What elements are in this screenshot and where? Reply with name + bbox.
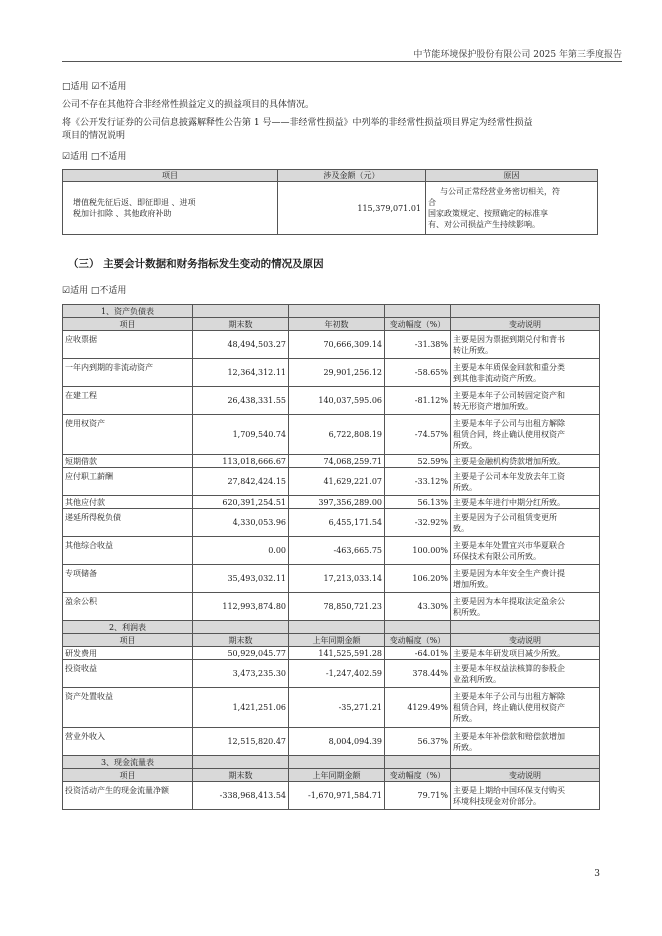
begin-value-cell: 6,455,171.54 [289, 509, 385, 537]
section-title: （三） 主要会计数据和财务指标发生变动的情况及原因 [68, 258, 324, 270]
item-cell: 递延所得税负债 [63, 509, 193, 537]
end-value-cell: 12,515,820.47 [193, 728, 289, 756]
section-filler [193, 305, 289, 318]
note-cell [451, 496, 600, 509]
begin-value-cell: -1,247,402.59 [289, 660, 385, 688]
col-header-item: 项目 [63, 170, 278, 182]
item-cell: 投资收益 [63, 660, 193, 688]
end-value-cell: 0.00 [193, 537, 289, 565]
page-header: 中节能环境保护股份有限公司 2025 年第三季度报告 [413, 50, 622, 60]
change-cell: 43.30% [385, 593, 451, 621]
item-cell: 资产处置收益 [63, 688, 193, 728]
item-line: 税加计扣除 、其他政府补助 [73, 209, 172, 218]
begin-value-cell: 78,850,721.23 [289, 593, 385, 621]
section-filler [289, 305, 385, 318]
note-cell [451, 455, 600, 468]
begin-value-cell: 6,722,808.19 [289, 415, 385, 455]
note-line: 所致。 [453, 742, 477, 752]
section-filler [193, 756, 289, 769]
note-cell [451, 537, 600, 565]
applicability-check-3: ☑适用 □不适用 [62, 286, 127, 296]
end-value-cell: -338,968,413.54 [193, 782, 289, 810]
col-header-item: 项目 [63, 769, 193, 782]
change-cell: -33.12% [385, 468, 451, 496]
begin-value-cell: 8,004,094.39 [289, 728, 385, 756]
item-cell: 其他应付款 [63, 496, 193, 509]
begin-value-cell: 141,525,591.28 [289, 647, 385, 660]
table-row [63, 565, 600, 593]
note-line: 主要是子公司本年发放去年工资 [453, 471, 565, 481]
note-line: 主要是本年研发项目减少所致。 [453, 648, 565, 658]
end-value-cell: 1,709,540.74 [193, 415, 289, 455]
section-row [63, 756, 600, 769]
note-line: 租赁合同，终止确认使用权资产 [453, 703, 565, 712]
page-number: 3 [594, 869, 600, 879]
section-label: 1、资产负债表 [63, 305, 193, 318]
section-filler [385, 756, 451, 769]
section-filler [385, 305, 451, 318]
end-value-cell: 50,929,045.77 [193, 647, 289, 660]
begin-value-cell: 29,901,256.12 [289, 359, 385, 387]
reason-line: 合 [428, 198, 436, 207]
note-line: 主要是本年处置宜兴市华夏联合 [453, 540, 565, 550]
begin-value-cell: -35,271.21 [289, 688, 385, 728]
note-cell [451, 782, 600, 810]
section-filler [289, 621, 385, 634]
col-header-change: 变动幅度（%） [385, 769, 451, 782]
financial-changes-table [62, 304, 600, 810]
section-filler [385, 621, 451, 634]
note-line: 主要是本年补偿款和赔偿款增加 [453, 731, 565, 741]
change-cell: 106.20% [385, 565, 451, 593]
table-row [63, 660, 600, 688]
item-cell: 投资活动产生的现金流量净额 [63, 782, 193, 810]
table-row [63, 688, 600, 728]
note-cell [451, 688, 600, 728]
item-cell: 研发费用 [63, 647, 193, 660]
item-cell: 在建工程 [63, 387, 193, 415]
col-header-note: 变动说明 [451, 769, 600, 782]
note-cell [451, 728, 600, 756]
note-line: 转无形资产增加所致。 [453, 401, 533, 411]
table-row [63, 387, 600, 415]
item-cell: 应收票据 [63, 331, 193, 359]
col-header-end: 期末数 [193, 634, 289, 647]
begin-value-cell: 397,356,289.00 [289, 496, 385, 509]
change-cell: 79.71% [385, 782, 451, 810]
section-filler [193, 621, 289, 634]
note-cell [451, 387, 600, 415]
section-filler [451, 756, 600, 769]
begin-value-cell: 74,068,259.71 [289, 455, 385, 468]
item-cell: 一年内到期的非流动资产 [63, 359, 193, 387]
col-header-reason: 原因 [426, 170, 598, 182]
end-value-cell: 112,993,874.80 [193, 593, 289, 621]
begin-value-cell: -1,670,971,584.71 [289, 782, 385, 810]
change-cell: 4129.49% [385, 688, 451, 728]
change-cell: 56.13% [385, 496, 451, 509]
amount-cell: 115,379,071.01 [278, 182, 426, 235]
note-line: 所致。 [453, 441, 477, 450]
note-line: 积所致。 [453, 607, 485, 617]
section-filler [451, 305, 600, 318]
change-cell: 56.37% [385, 728, 451, 756]
col-header-item: 项目 [63, 634, 193, 647]
table-row [63, 782, 600, 810]
paragraph-2-line-2: 项目的情况说明 [62, 131, 126, 141]
section-filler [451, 621, 600, 634]
table-row [63, 496, 600, 509]
note-line: 所致。 [453, 714, 477, 723]
change-cell: 378.44% [385, 660, 451, 688]
table-row [63, 537, 600, 565]
note-line: 主要是本年质保金回款和重分类 [453, 362, 565, 372]
section-label: 3、现金流量表 [63, 756, 193, 769]
change-cell: 100.00% [385, 537, 451, 565]
section-row [63, 621, 600, 634]
note-cell [451, 331, 600, 359]
begin-value-cell: -463,665.75 [289, 537, 385, 565]
col-header-begin: 上年同期金额 [289, 769, 385, 782]
col-header-begin: 上年同期金额 [289, 634, 385, 647]
col-header-note: 变动说明 [451, 318, 600, 331]
col-header-end: 期末数 [193, 318, 289, 331]
table-row [63, 509, 600, 537]
end-value-cell: 3,473,235.30 [193, 660, 289, 688]
item-cell: 盈余公积 [63, 593, 193, 621]
col-header-end: 期末数 [193, 769, 289, 782]
end-value-cell: 1,421,251.06 [193, 688, 289, 728]
note-line: 租赁合同，终止确认使用权资产 [453, 430, 565, 439]
end-value-cell: 27,842,424.15 [193, 468, 289, 496]
item-cell: 其他综合收益 [63, 537, 193, 565]
end-value-cell: 35,493,032.11 [193, 565, 289, 593]
applicability-check-2: ☑适用 □不适用 [62, 152, 127, 162]
note-line: 增加所致。 [453, 579, 493, 589]
section-filler [289, 756, 385, 769]
note-line: 主要是因为本年提取法定盈余公 [453, 596, 565, 606]
note-cell [451, 647, 600, 660]
end-value-cell: 113,018,666.67 [193, 455, 289, 468]
item-line: 增值税先征后返、即征即退 、进项 [73, 198, 196, 207]
note-line: 业盈利所致。 [453, 674, 501, 684]
section-label: 2、利润表 [63, 621, 193, 634]
table-row [63, 647, 600, 660]
col-header-change: 变动幅度（%） [385, 318, 451, 331]
column-header-row [63, 769, 600, 782]
reason-line: 有、对公司损益产生持续影响。 [428, 220, 540, 229]
change-cell: 52.59% [385, 455, 451, 468]
table-row [63, 182, 598, 235]
item-cell [63, 182, 278, 235]
change-cell: -64.01% [385, 647, 451, 660]
note-line: 主要是本年子公司转固定资产和 [453, 390, 565, 400]
applicability-check-1: □适用 ☑不适用 [62, 82, 127, 92]
note-line: 主要是因为子公司租赁变更所 [453, 512, 557, 522]
note-line: 所致。 [453, 482, 477, 492]
column-header-row [63, 634, 600, 647]
item-cell: 营业外收入 [63, 728, 193, 756]
note-line: 主要是本年权益法核算的参股企 [453, 663, 565, 673]
paragraph-1: 公司不存在其他符合非经常性损益定义的损益项目的具体情况。 [62, 100, 315, 110]
note-cell [451, 660, 600, 688]
col-header-amount: 涉及金额（元） [278, 170, 426, 182]
table-row [63, 415, 600, 455]
end-value-cell: 12,364,312.11 [193, 359, 289, 387]
col-header-begin: 年初数 [289, 318, 385, 331]
begin-value-cell: 41,629,221.07 [289, 468, 385, 496]
col-header-item: 项目 [63, 318, 193, 331]
item-cell: 使用权资产 [63, 415, 193, 455]
change-cell: -58.65% [385, 359, 451, 387]
note-cell [451, 509, 600, 537]
begin-value-cell: 70,666,309.14 [289, 331, 385, 359]
table-row [63, 455, 600, 468]
note-line: 环保技术有限公司所致。 [453, 551, 541, 561]
change-cell: -31.38% [385, 331, 451, 359]
note-line: 主要是因为本年安全生产费计提 [453, 568, 565, 578]
note-line: 主要是上期给中国环保支付购买 [453, 785, 565, 795]
note-cell [451, 415, 600, 455]
note-cell [451, 593, 600, 621]
item-cell: 短期借款 [63, 455, 193, 468]
col-header-change: 变动幅度（%） [385, 634, 451, 647]
reason-line: 国家政策规定、按照确定的标准享 [428, 209, 548, 218]
note-line: 主要是本年子公司与出租方解除 [453, 692, 565, 701]
begin-value-cell: 140,037,595.06 [289, 387, 385, 415]
note-line: 主要是金融机构贷款增加所致。 [453, 456, 565, 466]
col-header-note: 变动说明 [451, 634, 600, 647]
item-cell: 专项储备 [63, 565, 193, 593]
section-row [63, 305, 600, 318]
table-row [63, 593, 600, 621]
end-value-cell: 26,438,331.55 [193, 387, 289, 415]
end-value-cell: 620,391,254.51 [193, 496, 289, 509]
note-cell [451, 468, 600, 496]
column-header-row [63, 318, 600, 331]
note-line: 主要是本年子公司与出租方解除 [453, 419, 565, 428]
table-row [63, 331, 600, 359]
note-cell [451, 565, 600, 593]
note-line: 致。 [453, 523, 469, 533]
reason-line: 与公司正常经营业务密切相关，符 [440, 187, 560, 196]
recurring-items-table [62, 169, 598, 235]
change-cell: -32.92% [385, 509, 451, 537]
end-value-cell: 4,330,053.96 [193, 509, 289, 537]
table-row [63, 468, 600, 496]
reason-cell [426, 182, 598, 235]
header-divider [62, 61, 622, 62]
item-cell: 应付职工薪酬 [63, 468, 193, 496]
change-cell: -81.12% [385, 387, 451, 415]
note-cell [451, 359, 600, 387]
note-line: 环境科技现金对价部分。 [453, 796, 541, 806]
table-row [63, 728, 600, 756]
table-row [63, 359, 600, 387]
note-line: 主要是本年进行中期分红所致。 [453, 497, 565, 507]
begin-value-cell: 17,213,033.14 [289, 565, 385, 593]
change-cell: -74.57% [385, 415, 451, 455]
note-line: 主要是因为票据到期兑付和背书 [453, 334, 565, 344]
note-line: 转让所致。 [453, 345, 493, 355]
end-value-cell: 48,494,503.27 [193, 331, 289, 359]
paragraph-2-line-1: 将《公开发行证券的公司信息披露解释性公告第 1 号——非经常性损益》中列举的非经常性损益项目界定为经常性损益 [62, 118, 533, 128]
note-line: 到其他非流动资产所致。 [453, 373, 541, 383]
